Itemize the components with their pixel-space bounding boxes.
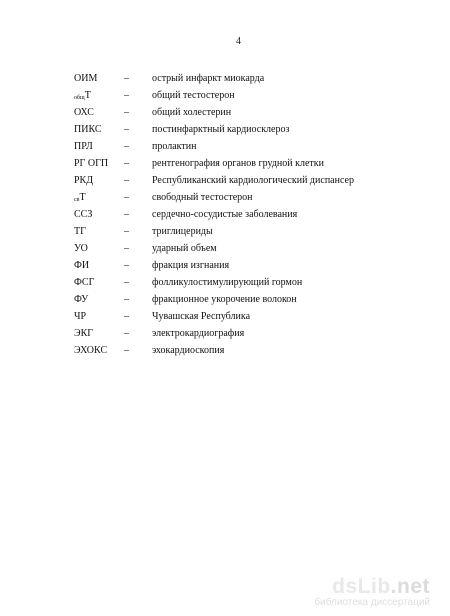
abbreviation-definition: Республиканский кардиологический диспансер [152,175,354,186]
abbreviation-definition: эхокардиоскопия [152,345,225,356]
abbreviation-row [0,138,450,155]
abbreviation-definition: фракция изгнания [152,260,230,271]
abbreviation-definition: свободный тестостерон [152,192,253,203]
abbreviation-dash: – [124,345,129,356]
abbreviation-term-text: ПРЛ [74,141,93,152]
abbreviation-term-text: ОХС [74,107,94,118]
abbreviation-term [74,138,93,155]
abbreviation-definition: ударный объем [152,243,217,254]
abbreviation-dash: – [124,107,129,118]
abbreviation-term-text: Т [79,192,86,203]
abbreviation-term [74,155,108,172]
abbreviation-row [0,70,450,87]
abbreviation-definition: фракционное укорочение волокон [152,294,297,305]
abbreviation-term-text: ФУ [74,294,89,305]
abbreviation-definition: постинфарктный кардиосклероз [152,124,290,135]
abbreviation-term [74,104,94,121]
abbreviation-term [74,274,94,291]
abbreviation-dash: – [124,175,129,186]
abbreviation-row [0,189,450,206]
abbreviation-term-text: ФСГ [74,277,95,288]
abbreviation-list [0,70,450,359]
abbreviation-row [0,325,450,342]
abbreviation-definition: общий тестостерон [152,90,235,101]
abbreviation-definition: рентгенография органов грудной клетки [152,158,325,169]
abbreviation-term [74,172,93,189]
abbreviation-term-text: ЭКГ [74,328,94,339]
abbreviation-definition: фолликулостимулирующий гормон [152,277,303,288]
abbreviation-row [0,240,450,257]
abbreviation-dash: – [124,158,129,169]
abbreviation-term-text: ССЗ [74,209,93,220]
abbreviation-definition: сердечно-сосудистые заболевания [152,209,298,220]
abbreviation-term-text: Т [84,90,91,101]
abbreviation-definition: триглицериды [152,226,213,237]
abbreviation-term-text: ФИ [74,260,90,271]
watermark-logo [314,575,430,599]
abbreviation-dash: – [124,243,129,254]
abbreviation-definition: пролактин [152,141,197,152]
abbreviation-dash: – [124,328,129,339]
abbreviation-term [74,240,88,257]
watermark-subtitle: библиотека диссертаций [314,597,430,608]
abbreviation-dash: – [124,311,129,322]
abbreviation-dash: – [124,192,129,203]
watermark [314,575,430,608]
abbreviation-term [74,257,89,274]
abbreviation-dash: – [124,209,129,220]
abbreviation-term-subscript: общ [74,95,85,101]
abbreviation-term [74,121,102,138]
abbreviation-term [74,308,86,325]
abbreviation-dash: – [124,141,129,152]
abbreviation-dash: – [124,73,129,84]
abbreviation-dash: – [124,294,129,305]
abbreviation-term-text: РГ ОГП [74,158,109,169]
abbreviation-row [0,121,450,138]
abbreviation-definition: острый инфаркт миокарда [152,73,265,84]
abbreviation-term-subscript: св [74,197,80,203]
abbreviation-definition: Чувашская Республика [152,311,251,322]
abbreviation-term [74,223,86,240]
abbreviation-row [0,87,450,104]
abbreviation-term [74,206,92,223]
abbreviation-term-text: ОИМ [74,73,98,84]
abbreviation-row [0,223,450,240]
abbreviation-term-text: ТГ [74,226,86,237]
abbreviation-term-text: ЭХОКС [74,345,108,356]
abbreviation-term [74,70,97,87]
abbreviation-row [0,155,450,172]
abbreviation-dash: – [124,226,129,237]
page-number: 4 [236,36,241,47]
abbreviation-row [0,104,450,121]
abbreviation-dash: – [124,124,129,135]
abbreviation-term [74,342,107,359]
abbreviation-term-text: ПИКС [74,124,102,135]
abbreviation-row [0,257,450,274]
watermark-logo-name: dsLib [332,575,391,598]
abbreviation-term [74,325,93,342]
abbreviation-dash: – [124,90,129,101]
watermark-logo-tld: .net [390,575,430,598]
abbreviation-row [0,342,450,359]
abbreviation-definition: общий холестерин [152,107,232,118]
abbreviation-row [0,172,450,189]
abbreviation-row [0,274,450,291]
abbreviation-term [74,291,88,308]
abbreviation-term-text: РКД [74,175,94,186]
abbreviation-definition: электрокардиография [152,328,245,339]
abbreviation-dash: – [124,260,129,271]
abbreviation-row [0,308,450,325]
abbreviation-term-text: ЧР [74,311,87,322]
abbreviation-row [0,206,450,223]
abbreviation-row [0,291,450,308]
abbreviation-dash: – [124,277,129,288]
abbreviation-term-text: УО [74,243,88,254]
